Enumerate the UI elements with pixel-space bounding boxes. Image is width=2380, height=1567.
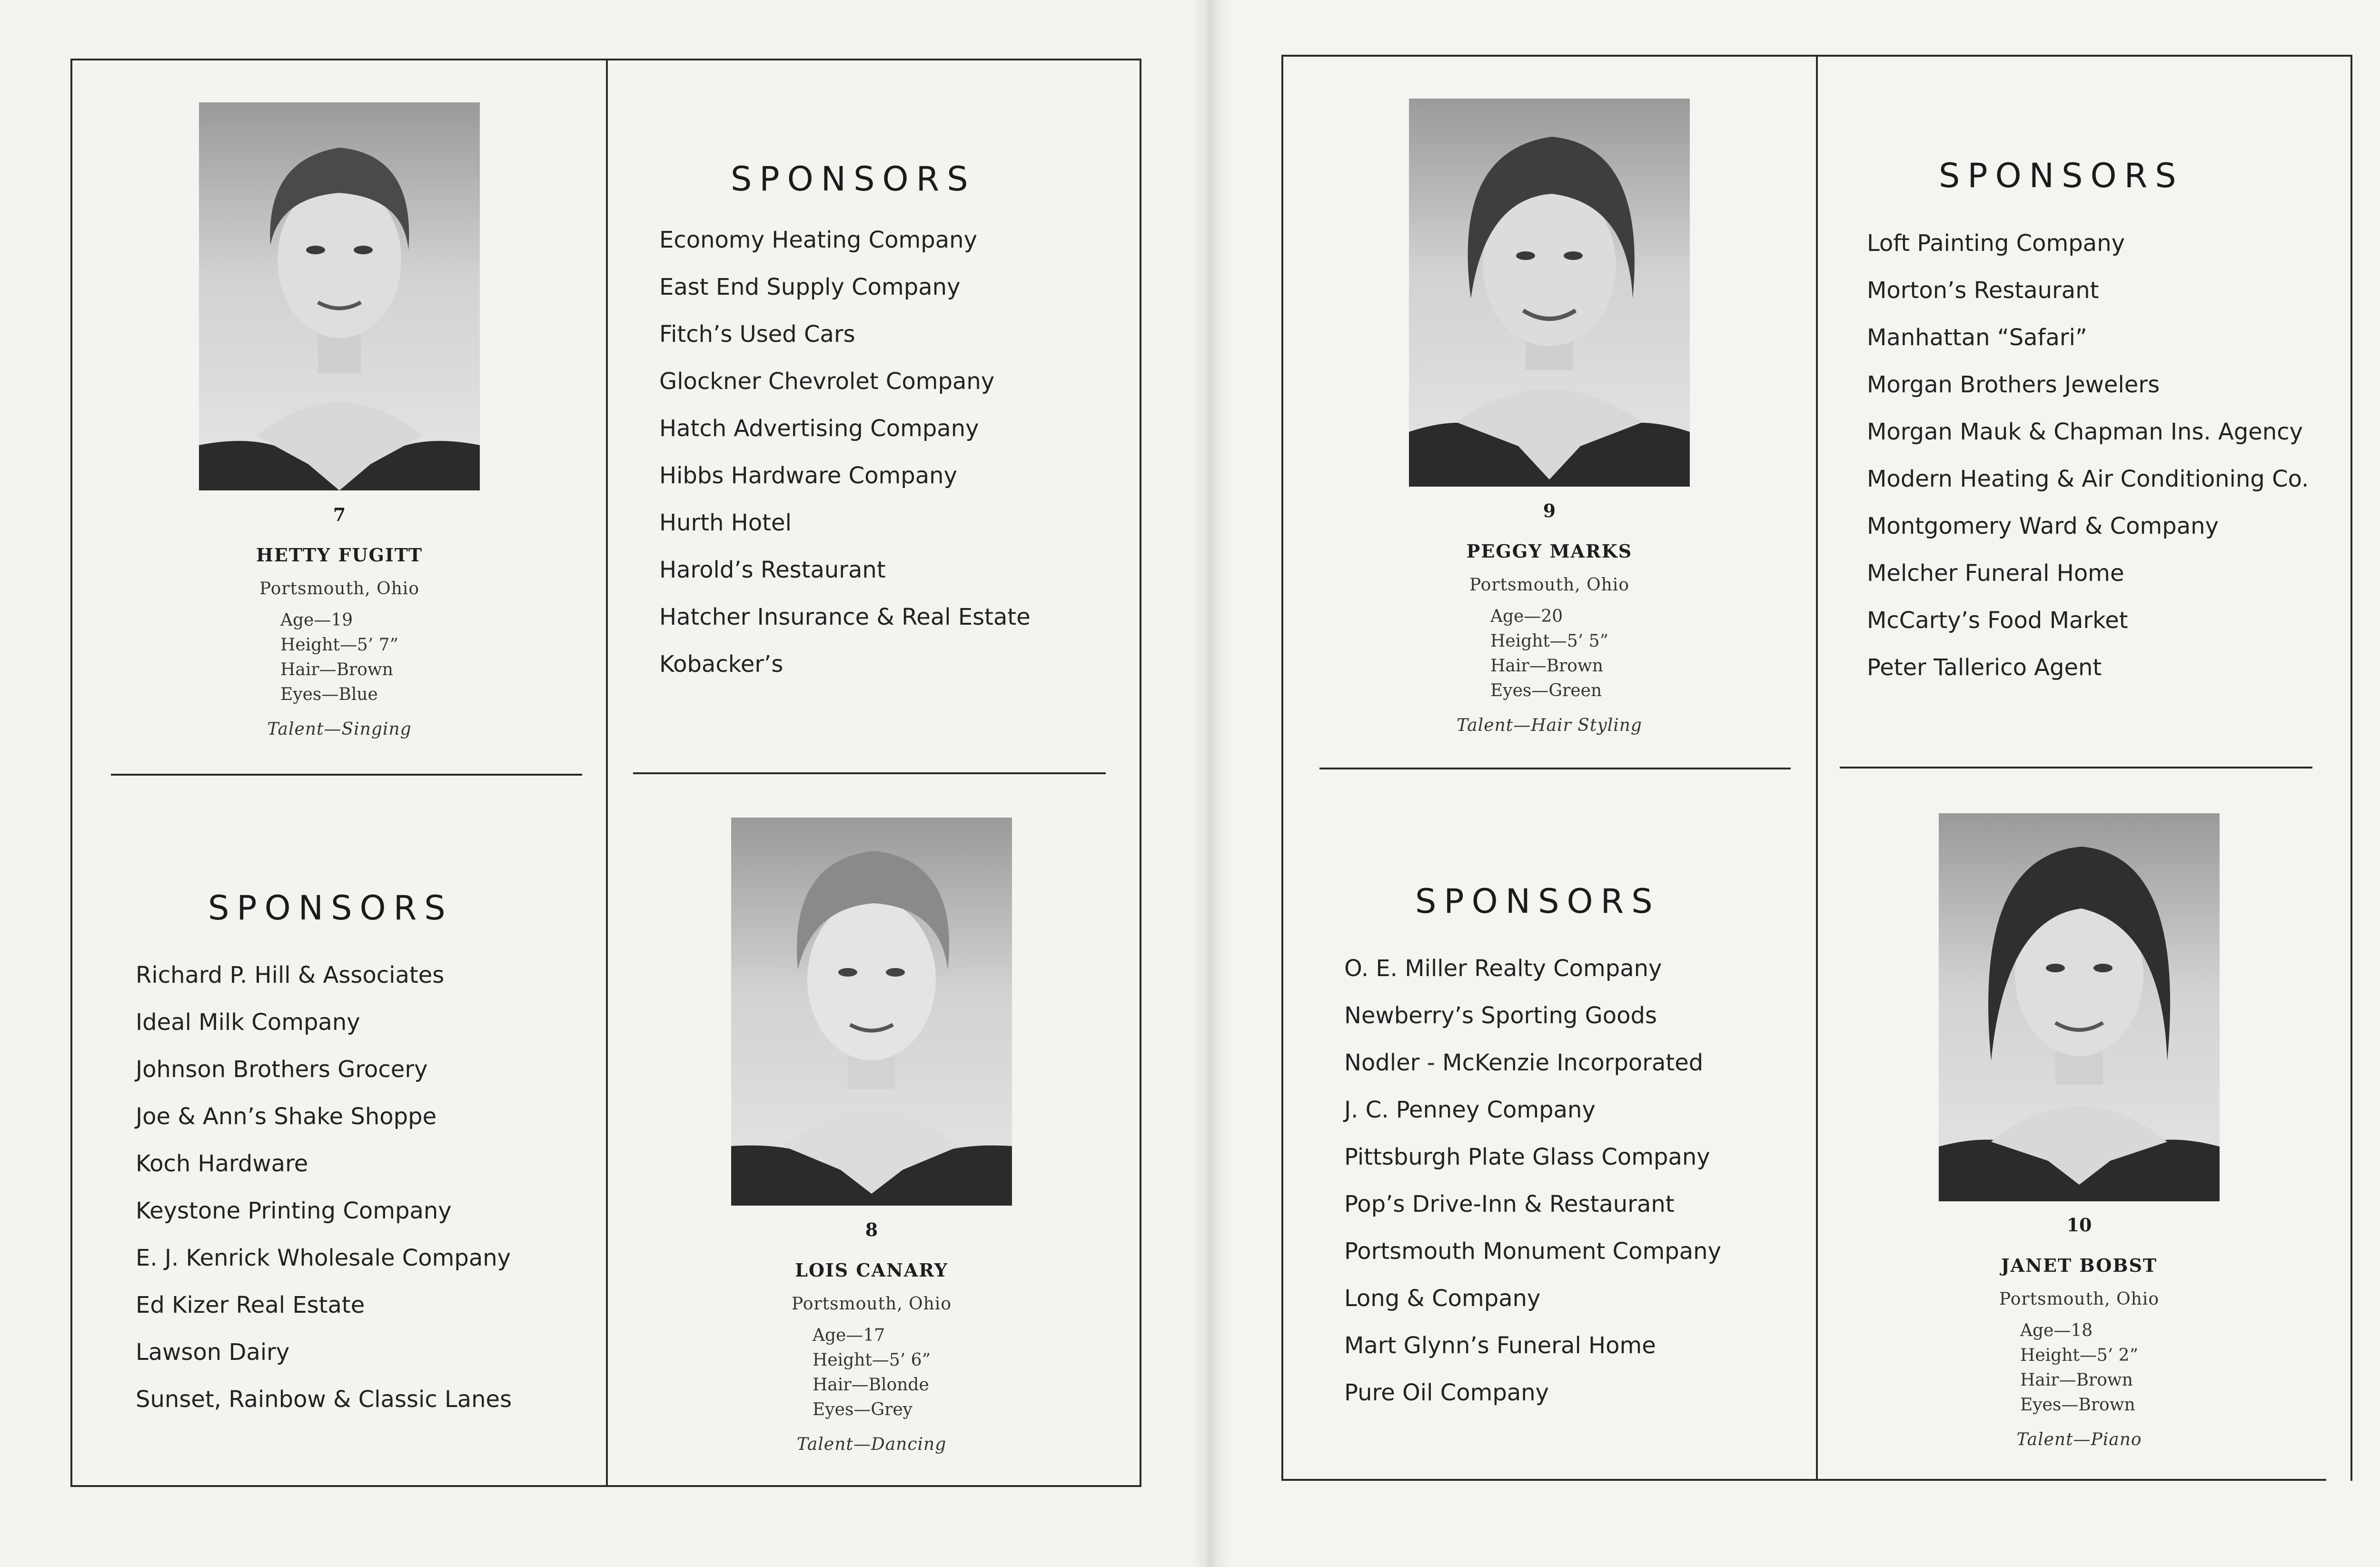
contestant-number: 10	[2066, 1214, 2092, 1236]
sponsor-item: Portsmouth Monument Company	[1344, 1238, 1721, 1265]
contestant-height: Height—5’ 7”	[280, 635, 398, 655]
contestant-info-10	[1939, 1214, 2220, 1449]
contestant-stats	[280, 608, 398, 707]
right-rule-2	[1840, 767, 2312, 769]
sponsor-item: Morgan Mauk & Chapman Ins. Agency	[1867, 419, 2303, 445]
contestant-stats	[813, 1323, 931, 1422]
sponsor-item: E. J. Kenrick Wholesale Company	[136, 1245, 511, 1271]
sponsor-item: Melcher Funeral Home	[1867, 560, 2124, 587]
sponsor-item: Fitch’s Used Cars	[659, 321, 855, 348]
contestant-city: Portsmouth, Ohio	[791, 1294, 952, 1314]
sponsor-item: Economy Heating Company	[659, 227, 977, 253]
contestant-hair: Hair—Blonde	[812, 1375, 929, 1395]
contestant-eyes: Eyes—Blue	[280, 685, 378, 704]
left-rule-1	[111, 774, 582, 776]
sponsor-item: Ed Kizer Real Estate	[136, 1292, 365, 1318]
contestant-stats	[2020, 1318, 2138, 1417]
contestant-city: Portsmouth, Ohio	[259, 579, 419, 599]
sponsor-item: Koch Hardware	[136, 1150, 308, 1177]
sponsor-item: J. C. Penney Company	[1344, 1097, 1596, 1123]
contestant-info-9	[1409, 500, 1690, 735]
contestant-number: 9	[1543, 500, 1556, 521]
sponsor-item: Morgan Brothers Jewelers	[1867, 371, 2160, 398]
contestant-name: PEGGY MARKS	[1466, 540, 1633, 562]
contestant-stats	[1490, 604, 1608, 703]
contestant-hair: Hair—Brown	[280, 660, 393, 679]
contestant-name: JANET BOBST	[2001, 1255, 2158, 1276]
sponsor-item: Pop’s Drive-Inn & Restaurant	[1344, 1191, 1675, 1218]
sponsors-list	[136, 952, 512, 1423]
sponsors-list	[1867, 220, 2309, 691]
right-frame-right	[2350, 55, 2352, 1481]
sponsor-item: Long & Company	[1344, 1285, 1541, 1312]
right-frame-left	[1281, 55, 1283, 1481]
contestant-name: HETTY FUGITT	[256, 544, 423, 566]
contestant-height: Height—5’ 6”	[812, 1350, 931, 1370]
sponsor-item: Newberry’s Sporting Goods	[1344, 1002, 1657, 1029]
contestant-city: Portsmouth, Ohio	[1999, 1289, 2159, 1309]
sponsor-item: Lawson Dairy	[136, 1339, 290, 1366]
sponsor-item: Pittsburgh Plate Glass Company	[1344, 1144, 1710, 1170]
contestant-hair: Hair—Brown	[2020, 1370, 2133, 1390]
contestant-info-8	[731, 1219, 1012, 1454]
sponsor-item: Hatch Advertising Company	[659, 415, 979, 442]
contestant-age: Age—20	[1490, 607, 1563, 626]
left-frame-right	[1140, 59, 1141, 1487]
contestant-number: 7	[333, 504, 346, 525]
sponsor-item: Mart Glynn’s Funeral Home	[1344, 1332, 1656, 1359]
contestant-name: LOIS CANARY	[795, 1259, 948, 1281]
contestant-talent: Talent—Hair Styling	[1457, 716, 1642, 735]
book-gutter	[1192, 0, 1230, 1567]
contestant-talent: Talent—Dancing	[796, 1435, 947, 1454]
contestant-photo-9	[1409, 99, 1690, 487]
contestant-age: Age—18	[2020, 1321, 2093, 1340]
left-rule-2	[633, 772, 1106, 774]
contestant-hair: Hair—Brown	[1490, 656, 1603, 676]
sponsor-item: Hatcher Insurance & Real Estate	[659, 604, 1031, 630]
sponsor-item: Richard P. Hill & Associates	[136, 962, 445, 988]
sponsor-item: Modern Heating & Air Conditioning Co.	[1867, 466, 2309, 492]
contestant-age: Age—19	[280, 610, 353, 630]
sponsor-item: Kobacker’s	[659, 651, 783, 678]
right-frame-divider	[1816, 55, 1818, 1481]
contestant-talent: Talent—Singing	[267, 719, 412, 739]
contestant-talent: Talent—Piano	[2016, 1430, 2142, 1449]
contestant-eyes: Eyes—Brown	[2020, 1395, 2135, 1415]
contestant-height: Height—5’ 2”	[2020, 1346, 2138, 1365]
sponsor-item: Montgomery Ward & Company	[1867, 513, 2219, 539]
right-frame-bottom	[1281, 1479, 2326, 1481]
contestant-eyes: Eyes—Green	[1490, 681, 1602, 700]
sponsor-item: Loft Painting Company	[1867, 230, 2125, 257]
sponsors-title: SPONSORS	[208, 888, 453, 928]
sponsor-item: Johnson Brothers Grocery	[136, 1056, 428, 1083]
contestant-eyes: Eyes—Grey	[812, 1400, 912, 1419]
sponsor-item: Pure Oil Company	[1344, 1379, 1549, 1406]
sponsor-item: East End Supply Company	[659, 274, 961, 300]
sponsor-item: Hurth Hotel	[659, 509, 792, 536]
sponsor-item: Peter Tallerico Agent	[1867, 654, 2102, 681]
left-frame-divider	[606, 59, 608, 1487]
sponsors-list	[1344, 945, 1721, 1417]
contestant-height: Height—5’ 5”	[1490, 631, 1608, 651]
contestant-age: Age—17	[812, 1326, 885, 1345]
sponsor-item: Ideal Milk Company	[136, 1009, 360, 1036]
sponsor-item: McCarty’s Food Market	[1867, 607, 2128, 634]
sponsors-title: SPONSORS	[1415, 882, 1660, 921]
contestant-info-7	[199, 504, 480, 739]
sponsor-item: Keystone Printing Company	[136, 1198, 452, 1224]
sponsor-item: Hibbs Hardware Company	[659, 462, 957, 489]
sponsor-item: O. E. Miller Realty Company	[1344, 955, 1662, 982]
contestant-number: 8	[865, 1219, 878, 1240]
sponsor-item: Harold’s Restaurant	[659, 557, 886, 583]
sponsor-item: Manhattan “Safari”	[1867, 324, 2087, 351]
sponsor-item: Glockner Chevrolet Company	[659, 368, 995, 395]
sponsor-item: Morton’s Restaurant	[1867, 277, 2099, 304]
contestant-photo-10	[1939, 813, 2220, 1201]
contestant-photo-7	[199, 102, 480, 490]
sponsor-item: Nodler - McKenzie Incorporated	[1344, 1049, 1704, 1076]
left-frame-left	[70, 59, 72, 1487]
contestant-photo-8	[731, 818, 1012, 1206]
sponsors-title: SPONSORS	[1939, 156, 2184, 195]
contestant-city: Portsmouth, Ohio	[1469, 575, 1629, 595]
sponsor-item: Joe & Ann’s Shake Shoppe	[136, 1103, 437, 1130]
sponsor-item: Sunset, Rainbow & Classic Lanes	[136, 1386, 512, 1413]
sponsors-list	[659, 217, 1031, 688]
sponsors-title: SPONSORS	[731, 160, 976, 199]
right-rule-1	[1319, 768, 1791, 769]
